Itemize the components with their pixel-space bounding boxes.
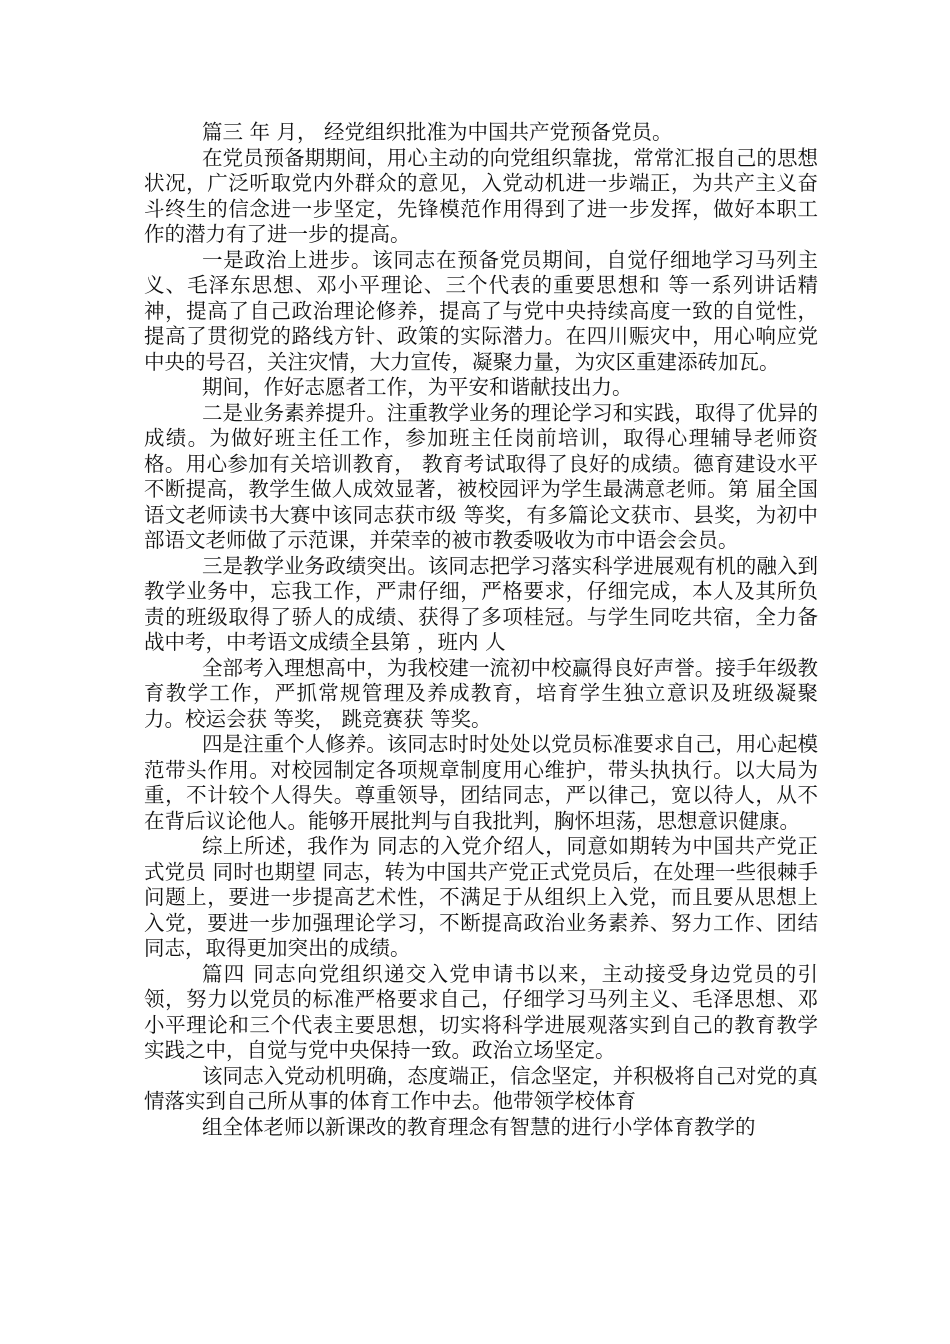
paragraph: 一是政治上进步。该同志在预备党员期间，自觉仔细地学习马列主义、毛泽东思想、邓小平理论、三个代表的重要思想和 等一系列讲话精神，提高了自己政治理论修养，提高了与党中央持续高度一致的自觉性，提高了贯彻党的路线方针、政策的实际潜力。在四川赈灾中，用心响应党中央的号召，关注灾情，大力宣传，凝聚力量，为灾区重建添砖加瓦。: [144, 247, 818, 374]
paragraph: 该同志入党动机明确，态度端正，信念坚定，并积极将自己对党的真情落实到自己所从事的体育工作中去。他带领学校体育: [144, 1063, 818, 1113]
paragraph: 全部考入理想高中，为我校建一流初中校赢得良好声誉。接手年级教育教学工作，严抓常规管理及养成教育，培育学生独立意识及班级凝聚力。校运会获 等奖， 跳竞赛获 等奖。: [144, 655, 818, 731]
paragraph: 二是业务素养提升。注重教学业务的理论学习和实践，取得了优异的成绩。为做好班主任工作，参加班主任岗前培训，取得心理辅导老师资格。用心参加有关培训教育， 教育考试取得了良好的成绩。德育建设水平不断提高，教学生做人成效显著，被校园评为学生最满意老师。第 届全国语文老师读书大赛中该同志获市级 等奖，有多篇论文获市、县奖，为初中部语文老师做了示范课，并荣幸的被市教委吸收为市中语会会员。: [144, 400, 818, 552]
paragraph: 综上所述，我作为 同志的入党介绍人，同意如期转为中国共产党正式党员 同时也期望 同志，转为中国共产党正式党员后，在处理一些很棘手问题上，要进一步提高艺术性，不满足于从组织上入党，而且要从思想上入党，要进一步加强理论学习，不断提高政治业务素养、努力工作、团结同志，取得更加突出的成绩。: [144, 834, 818, 960]
paragraph: 篇四 同志向党组织递交入党申请书以来，主动接受身边党员的引领，努力以党员的标准严格要求自己，仔细学习马列主义、毛泽思想、邓小平理论和三个代表主要思想，切实将科学进展观落实到自己的教育教学实践之中，自觉与党中央保持一致。政治立场坚定。: [144, 961, 818, 1062]
paragraph: 期间，作好志愿者工作，为平安和谐献技出力。: [202, 375, 633, 399]
paragraph: 四是注重个人修养。该同志时时处处以党员标准要求自己，用心起模范带头作用。对校园制定各项规章制度用心维护，带头执执行。以大局为重，不计较个人得失。尊重领导，团结同志，严以律己，宽以待人，从不在背后议论他人。能够开展批判与自我批判，胸怀坦荡，思想意识健康。: [144, 732, 818, 833]
paragraph: 篇三 年 月， 经党组织批准为中国共产党预备党员。: [202, 120, 673, 144]
paragraph: 组全体老师以新课改的教育理念有智慧的进行小学体育教学的: [202, 1114, 756, 1139]
paragraph: 三是教学业务政绩突出。该同志把学习落实科学进展观有机的融入到教学业务中，忘我工作，严肃仔细，严格要求，仔细完成，本人及其所负责的班级取得了骄人的成绩、获得了多项桂冠。与学生同吃共宿，全力备战中考，中考语文成绩全县第 ，班内 人: [144, 553, 818, 654]
paragraph: 在党员预备期期间，用心主动的向党组织靠拢，常常汇报自己的思想状况，广泛听取党内外群众的意见，入党动机进一步端正，为共产主义奋斗终生的信念进一步坚定，先锋模范作用得到了进一步发挥，做好本职工作的潜力有了进一步的提高。: [144, 145, 818, 246]
